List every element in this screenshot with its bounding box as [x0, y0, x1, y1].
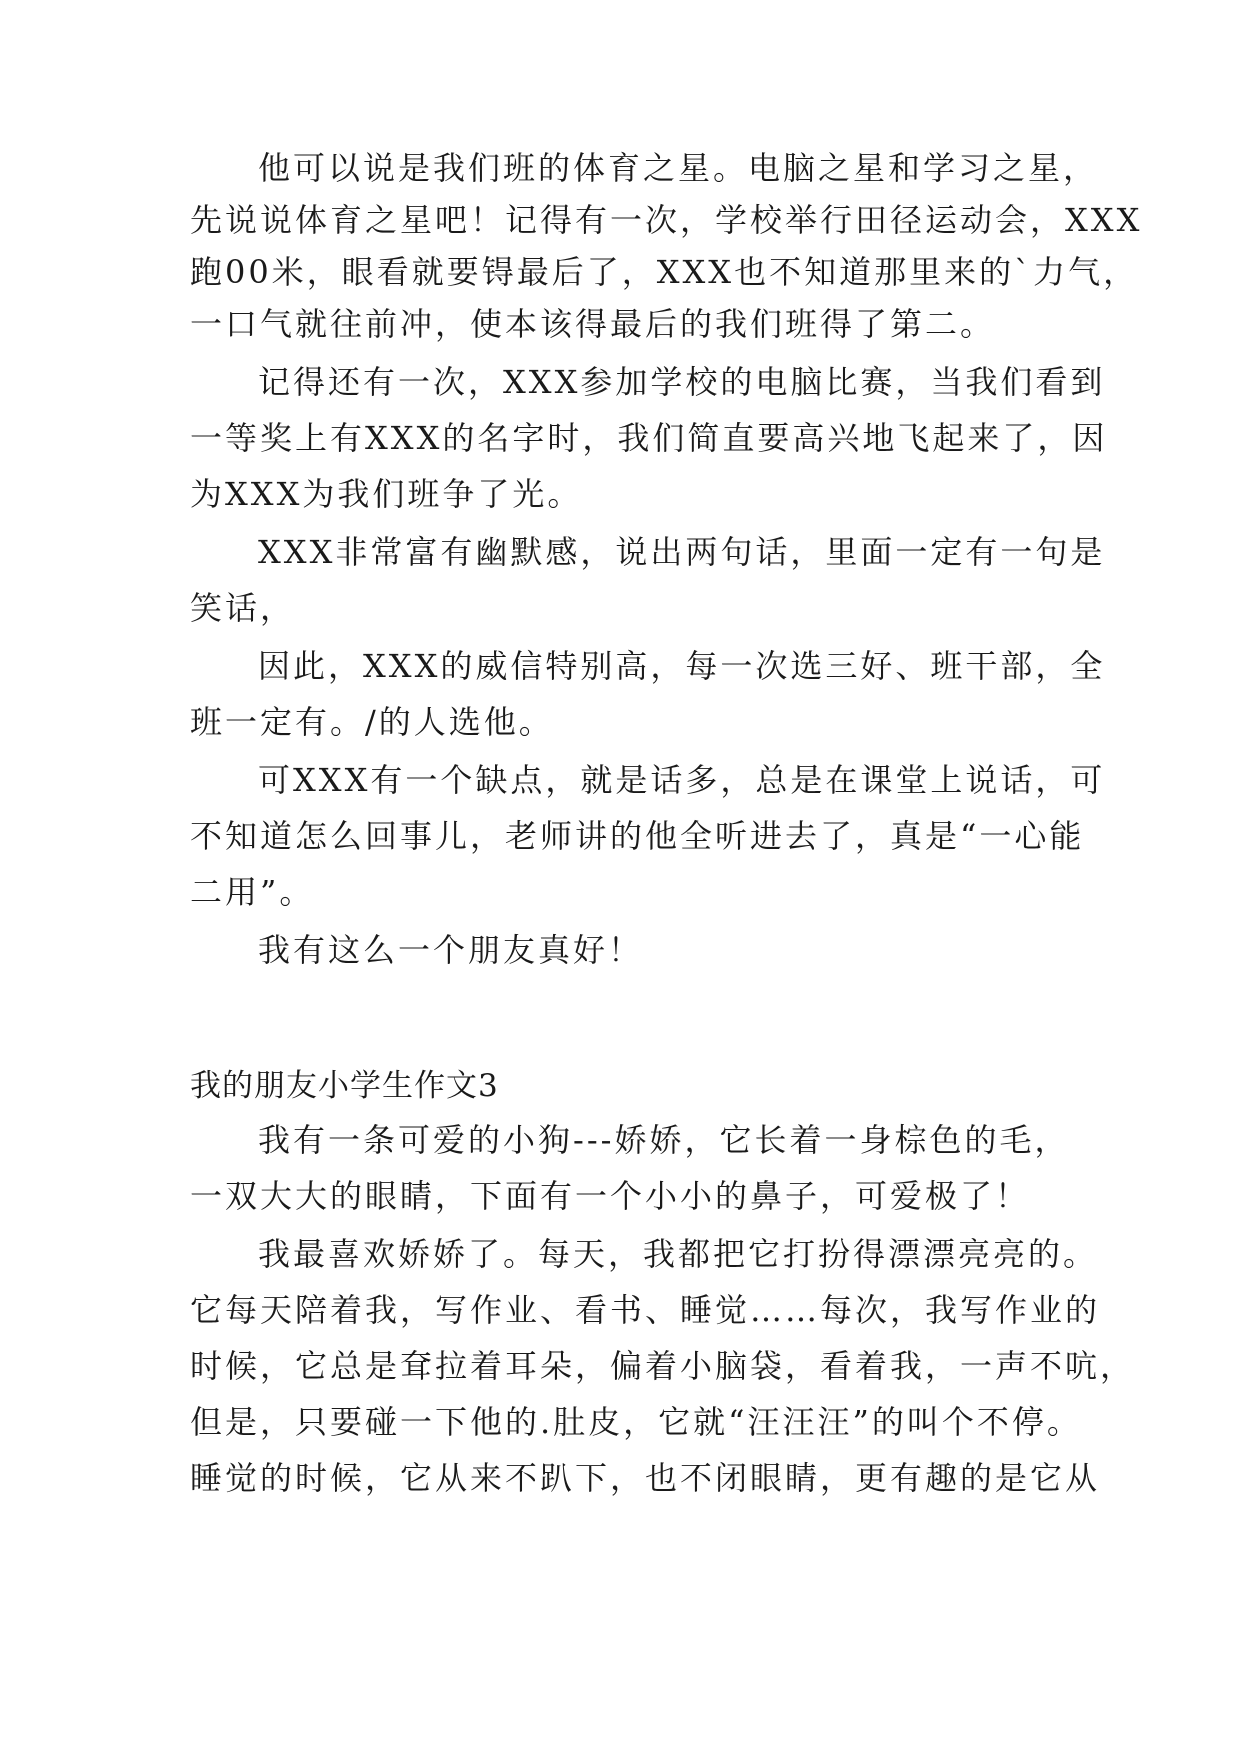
text-line: 但是，只要碰一下他的.肚皮，它就“汪汪汪”的叫个不停。: [190, 1403, 1082, 1441]
text-line: 时候，它总是耷拉着耳朵，偏着小脑袋，看着我，一声不吭，: [190, 1347, 1136, 1385]
text-line: 跑00米，眼看就要锝最后了，XXX也不知道那里来的`力气，: [190, 253, 1139, 291]
text-line: 一口气就往前冲，使本该得最后的我们班得了第二。: [190, 305, 996, 343]
text-line: 它每天陪着我，写作业、看书、睡觉……每次，我写作业的: [190, 1291, 1101, 1329]
text-line: 为XXX为我们班争了光。: [190, 475, 583, 513]
text-line: 先说说体育之星吧！记得有一次，学校举行田径运动会，XXX: [190, 201, 1143, 239]
text-line: 因此，XXX的威信特别高，每一次选三好、班干部，全: [258, 647, 1106, 685]
text-line: 二用”。: [190, 873, 315, 911]
text-line: 班一定有。/的人选他。: [190, 703, 554, 741]
text-line: XXX非常富有幽默感，说出两句话，里面一定有一句是: [258, 533, 1106, 571]
text-line: 我有一条可爱的小狗---娇娇，它长着一身棕色的毛，: [258, 1121, 1070, 1159]
text-line: 可XXX有一个缺点，就是话多，总是在课堂上说话，可: [258, 761, 1106, 799]
essay-title: 我的朋友小学生作文3: [190, 1068, 499, 1104]
text-line: 我有这么一个朋友真好！: [258, 931, 644, 969]
text-line: 一双大大的眼睛，下面有一个小小的鼻子，可爱极了！: [190, 1177, 1031, 1215]
text-line: 一等奖上有XXX的名字时，我们简直要高兴地飞起来了，因: [190, 419, 1108, 457]
text-line: 睡觉的时候，它从来不趴下，也不闭眼睛，更有趣的是它从: [190, 1459, 1101, 1497]
text-line: 我最喜欢娇娇了。每天，我都把它打扮得漂漂亮亮的。: [258, 1235, 1099, 1273]
text-line: 笑话，: [190, 589, 296, 627]
text-line: 记得还有一次，XXX参加学校的电脑比赛，当我们看到: [258, 363, 1106, 401]
text-line: 他可以说是我们班的体育之星。电脑之星和学习之星，: [258, 149, 1099, 187]
text-line: 不知道怎么回事儿，老师讲的他全听进去了，真是“一心能: [190, 817, 1085, 855]
